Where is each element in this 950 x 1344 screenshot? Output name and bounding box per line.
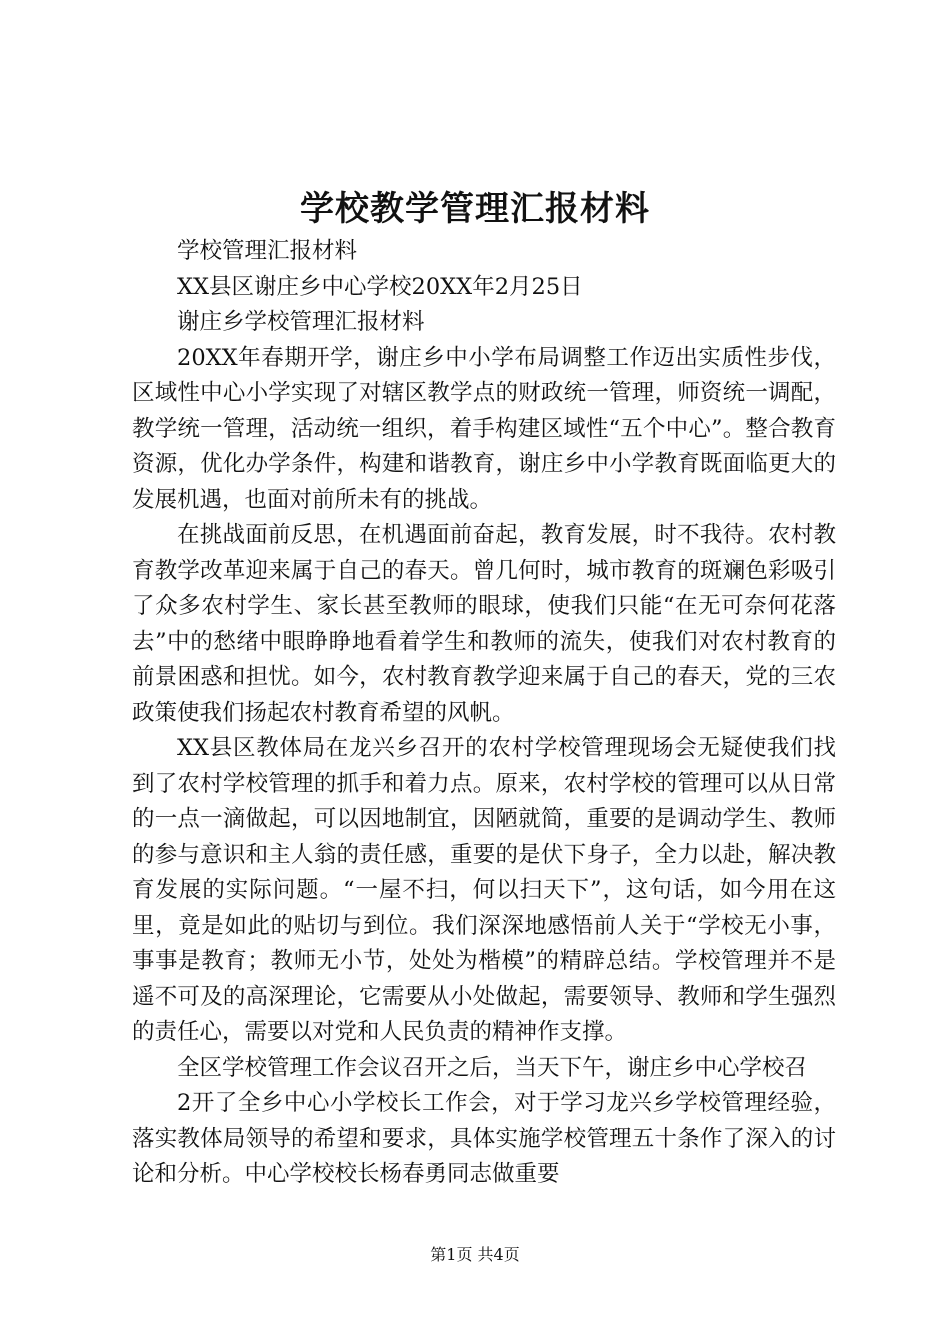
paragraph: 20XX年春期开学，谢庄乡中小学布局调整工作迈出实质性步伐，区域性中心小学实现了对辖区教学点的财政统一管理，师资统一调配，教学统一管理，活动统一组织，着手构建区域性“五个中心”。整合教育资源，优化办学条件，构建和谐教育，谢庄乡中小学教育既面临更大的发展机遇，也面对前所未有的挑战。 (132, 344, 836, 513)
paragraph: 全区学校管理工作会议召开之后，当天下午，谢庄乡中心学校召 (177, 1054, 808, 1081)
paragraph: 2开了全乡中心小学校长工作会，对于学习龙兴乡学校管理经验，落实教体局领导的希望和要求，具体实施学校管理五十条作了深入的讨论和分析。中心学校校长杨春勇同志做重要 (132, 1090, 836, 1187)
paragraph: 在挑战面前反思，在机遇面前奋起，教育发展，时不我待。农村教育教学改革迎来属于自己的春天。曾几何时，城市教育的斑斓色彩吸引了众多农村学生、家长甚至教师的眼球，使我们只能“在无可奈何花落去”中的愁绪中眼睁睁地看着学生和教师的流失，使我们对农村教育的前景困惑和担忧。如今，农村教育教学迎来属于自己的春天，党的三农政策使我们扬起农村教育希望的风帆。 (132, 522, 836, 726)
paragraph-heading-1: 学校管理汇报材料 (177, 238, 358, 264)
page-number-footer: 第1页 共4页 (430, 1245, 520, 1264)
paragraph-heading-2: 谢庄乡学校管理汇报材料 (177, 309, 425, 335)
document-title: 学校教学管理汇报材料 (300, 189, 650, 229)
document-body (132, 234, 836, 1193)
paragraph: XX县区教体局在龙兴乡召开的农村学校管理现场会无疑使我们找到了农村学校管理的抓手和着力点。原来，农村学校的管理可以从日常的一点一滴做起，可以因地制宜，因陋就简，重要的是调动学生、教师的参与意识和主人翁的责任感，重要的是伏下身子，全力以赴，解决教育发展的实际问题。“一屋不扫，何以扫天下”，这句话，如今用在这里，竟是如此的贴切与到位。我们深深地感悟前人关于“学校无小事，事事是教育；教师无小节，处处为楷模”的精辟总结。学校管理并不是遥不可及的高深理论，它需要从小处做起，需要领导、教师和学生强烈的责任心，需要以对党和人民负责的精神作支撑。 (132, 735, 836, 1045)
paragraph-byline: XX县区谢庄乡中心学校20XX年2月25日 (177, 273, 583, 300)
